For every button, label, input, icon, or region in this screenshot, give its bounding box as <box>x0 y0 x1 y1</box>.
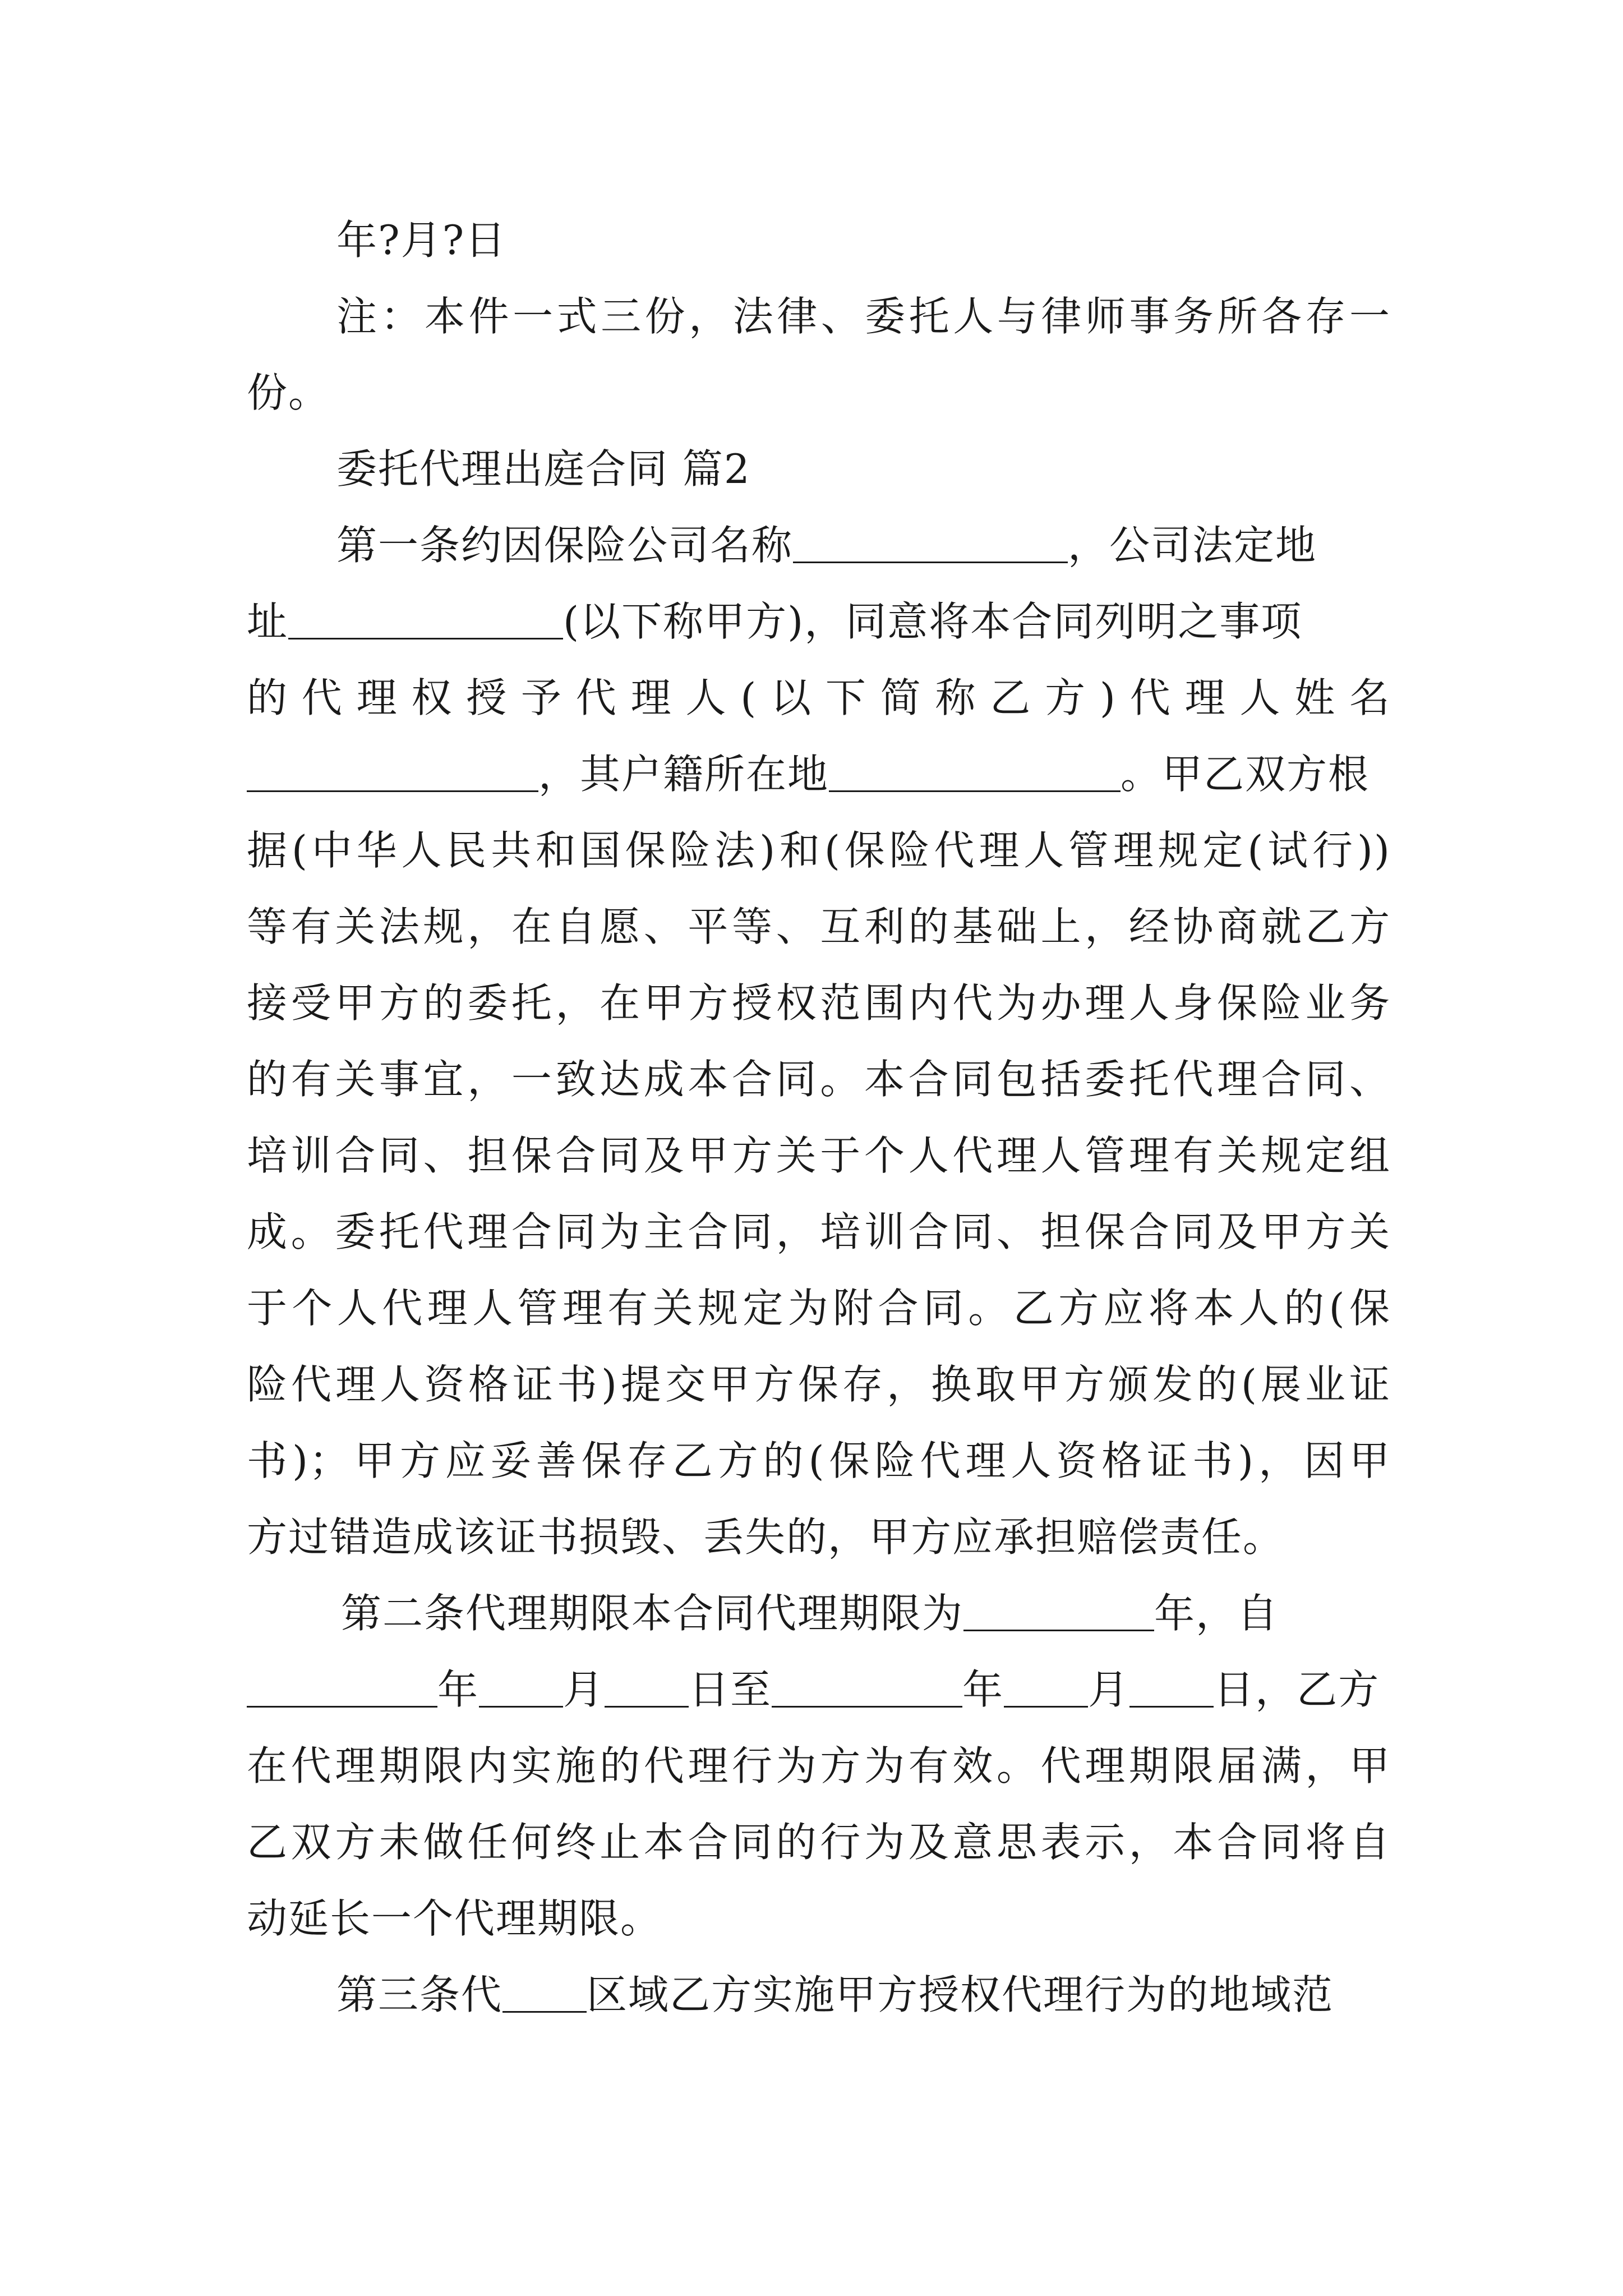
article-1-line-13 <box>247 1423 1391 1499</box>
article-1-text: 等有关法规，在自愿、平等、互利的基础上，经协商就乙方 <box>247 903 1391 950</box>
article-1-line-6 <box>247 889 1391 965</box>
article-1-text: 的代理权授予代理人(以下简称乙方)代理人姓名 <box>247 674 1391 721</box>
article-1-line-7 <box>247 965 1391 1041</box>
section-heading-text: 委托代理出庭合同 篇2 <box>336 445 751 493</box>
article-1-text: 第一条约因保险公司名称 <box>336 522 794 569</box>
article-2-text: 乙双方未做任何终止本合同的行为及意思表示，本合同将自 <box>247 1819 1391 1866</box>
article-1-text: 成。委托代理合同为主合同，培训合同、担保合同及甲方关 <box>247 1208 1391 1255</box>
article-1-line-8 <box>247 1041 1391 1117</box>
article-1-line-10 <box>247 1194 1391 1270</box>
article-1-text: 培训合同、担保合同及甲方关于个人代理人管理有关规定组 <box>247 1132 1391 1179</box>
article-1-text: 据(中华人民共和国保险法)和(保险代理人管理规定(试行)) <box>247 827 1391 874</box>
article-2-text: 月 <box>1088 1666 1130 1713</box>
end-day-blank[interactable] <box>1129 1669 1214 1708</box>
company-address-blank[interactable] <box>288 601 563 639</box>
article-1-text: 方过错造成该证书损毁、丢失的，甲方应承担赔偿责任。 <box>247 1513 1285 1561</box>
article-1-line-3 <box>247 660 1391 736</box>
article-2-text: 日，乙方 <box>1214 1666 1380 1713</box>
article-2-text: 年 <box>962 1666 1004 1713</box>
note-text-end: 份。 <box>247 369 330 416</box>
article-1-line-4 <box>247 736 1391 812</box>
note-line <box>247 278 1391 355</box>
article-2-text: 动延长一个代理期限。 <box>247 1895 662 1942</box>
article-1-text: 的有关事宜，一致达成本合同。本合同包括委托代理合同、 <box>247 1056 1391 1103</box>
start-year-blank[interactable] <box>247 1669 437 1708</box>
article-2-line-4 <box>247 1804 1391 1880</box>
note-line-end <box>247 355 1391 431</box>
article-2-line-2 <box>247 1651 1391 1728</box>
end-year-blank[interactable] <box>772 1669 962 1708</box>
household-registration-blank[interactable] <box>829 754 1121 792</box>
date-text: 年?月?日 <box>336 217 507 264</box>
article-1-text: 于个人代理人管理有关规定为附合同。乙方应将本人的(保 <box>247 1285 1391 1332</box>
article-1-line-12 <box>247 1346 1391 1423</box>
end-month-blank[interactable] <box>1004 1669 1088 1708</box>
article-1-line-1 <box>247 507 1391 583</box>
article-2-line-3 <box>247 1728 1391 1804</box>
article-1-text: (以下称甲方)，同意将本合同列明之事项 <box>563 598 1303 645</box>
term-years-blank[interactable] <box>963 1593 1154 1631</box>
article-2-text: 第二条代理期限本合同代理期限为 <box>341 1590 964 1637</box>
article-3-line-1 <box>247 1957 1391 2033</box>
article-1-text: ，公司法定地 <box>1068 522 1317 569</box>
article-1-text: 接受甲方的委托，在甲方授权范围内代为办理人身保险业务 <box>247 979 1391 1027</box>
article-2-text: 月 <box>563 1666 605 1713</box>
article-2-text: 年 <box>437 1666 479 1713</box>
article-1-line-14 <box>247 1499 1391 1575</box>
article-1-line-11 <box>247 1270 1391 1346</box>
company-name-blank[interactable] <box>793 525 1068 563</box>
note-text: 注：本件一式三份，法律、委托人与律师事务所各存一 <box>336 293 1391 340</box>
article-2-text: 年，自 <box>1154 1590 1279 1637</box>
article-3-text: 区域乙方实施甲方授权代理行为的地域范 <box>587 1971 1334 2018</box>
article-2-line-1 <box>247 1575 1391 1651</box>
article-1-text: ，其户籍所在地 <box>538 751 829 798</box>
article-1-text: 址 <box>247 598 289 645</box>
section-heading <box>247 431 1391 507</box>
article-1-text: 。甲乙双方根 <box>1121 751 1370 798</box>
article-2-line-5 <box>247 1880 1391 1957</box>
start-month-blank[interactable] <box>479 1669 563 1708</box>
agent-name-blank[interactable] <box>247 754 538 792</box>
article-1-line-2 <box>247 583 1391 660</box>
region-blank[interactable] <box>502 1975 587 2013</box>
article-1-text: 险代理人资格证书)提交甲方保存，换取甲方颁发的(展业证 <box>247 1361 1391 1408</box>
article-2-text: 在代理期限内实施的代理行为方为有效。代理期限届满，甲 <box>247 1742 1391 1789</box>
article-2-text: 日至 <box>689 1666 772 1713</box>
document-body <box>247 202 1391 2033</box>
start-day-blank[interactable] <box>605 1669 689 1708</box>
article-1-text: 书)；甲方应妥善保存乙方的(保险代理人资格证书)，因甲 <box>247 1437 1391 1484</box>
article-1-line-9 <box>247 1117 1391 1194</box>
article-1-line-5 <box>247 812 1391 889</box>
date-line <box>247 202 1391 278</box>
article-3-text: 第三条代 <box>336 1971 503 2018</box>
